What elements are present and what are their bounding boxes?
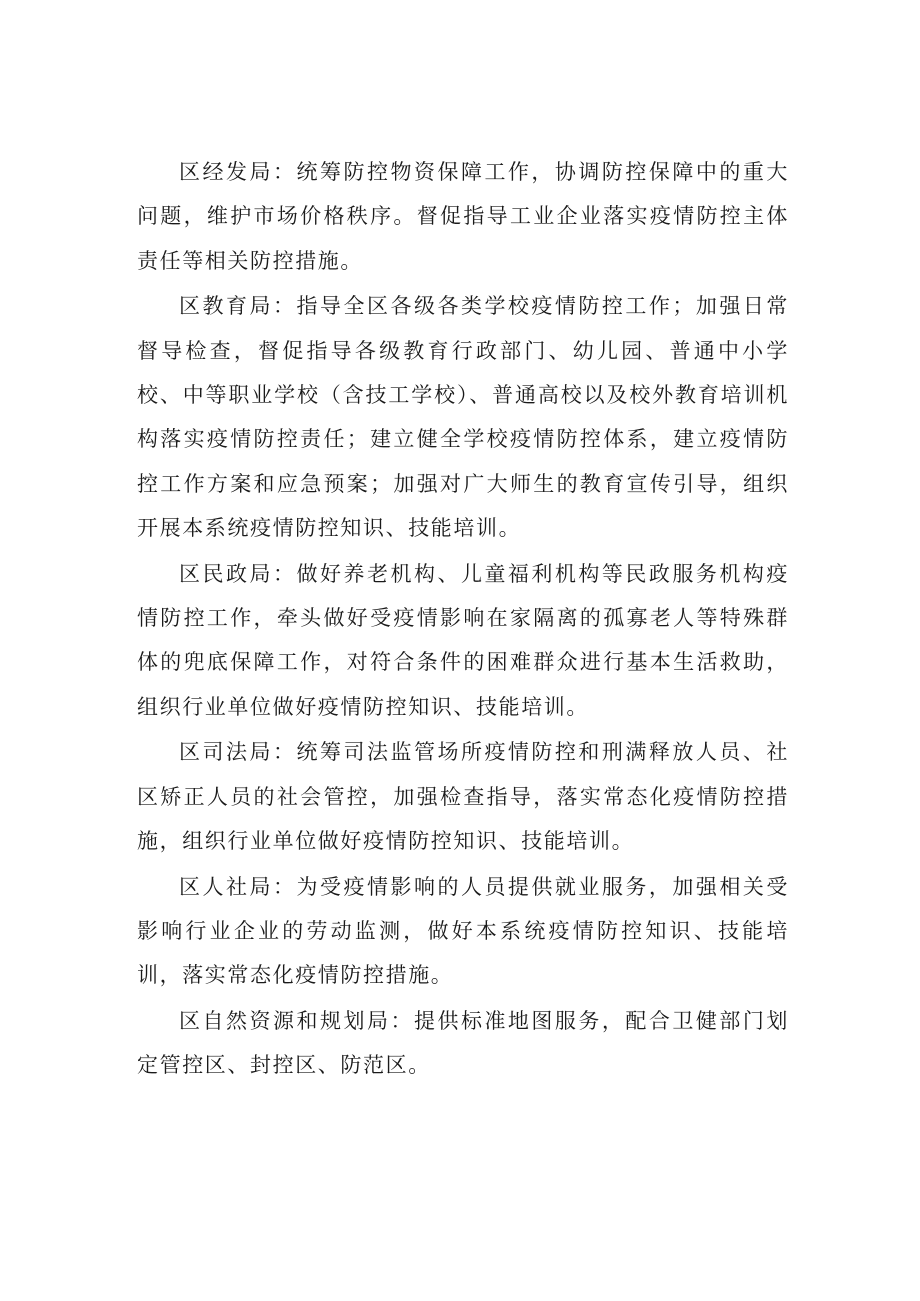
paragraph-natural-resources-bureau: 区自然资源和规划局：提供标准地图服务，配合卫健部门划定管控区、封控区、防范区。 [137, 1008, 789, 1078]
paragraph-education-bureau: 区教育局：指导全区各级各类学校疫情防控工作；加强日常督导检查，督促指导各级教育行政部门、幼儿园、普通中小学校、中等职业学校（含技工学校）、普通高校以及校外教育培训机构落实疫情防控责任；建立健全学校疫情防控体系，建立疫情防控工作方案和应急预案；加强对广大师生的教育宣传引导，组织开展本系统疫情防控知识、技能培训。 [137, 294, 789, 541]
paragraph-justice-bureau: 区司法局：统筹司法监管场所疫情防控和刑满释放人员、社区矫正人员的社会管控，加强检查指导，落实常态化疫情防控措施，组织行业单位做好疫情防控知识、技能培训。 [137, 740, 789, 854]
paragraph-economic-bureau: 区经发局：统筹防控物资保障工作，协调防控保障中的重大问题，维护市场价格秩序。督促指导工业企业落实疫情防控主体责任等相关防控措施。 [137, 160, 789, 273]
document-body [137, 150, 789, 1089]
paragraph-civil-affairs-bureau: 区民政局：做好养老机构、儿童福利机构等民政服务机构疫情防控工作，牵头做好受疫情影响在家隔离的孤寡老人等特殊群体的兜底保障工作，对符合条件的困难群众进行基本生活救助，组织行业单位做好疫情防控知识、技能培训。 [137, 561, 789, 719]
paragraph-human-resources-bureau: 区人社局：为受疫情影响的人员提供就业服务，加强相关受影响行业企业的劳动监测，做好本系统疫情防控知识、技能培训，落实常态化疫情防控措施。 [137, 874, 789, 988]
